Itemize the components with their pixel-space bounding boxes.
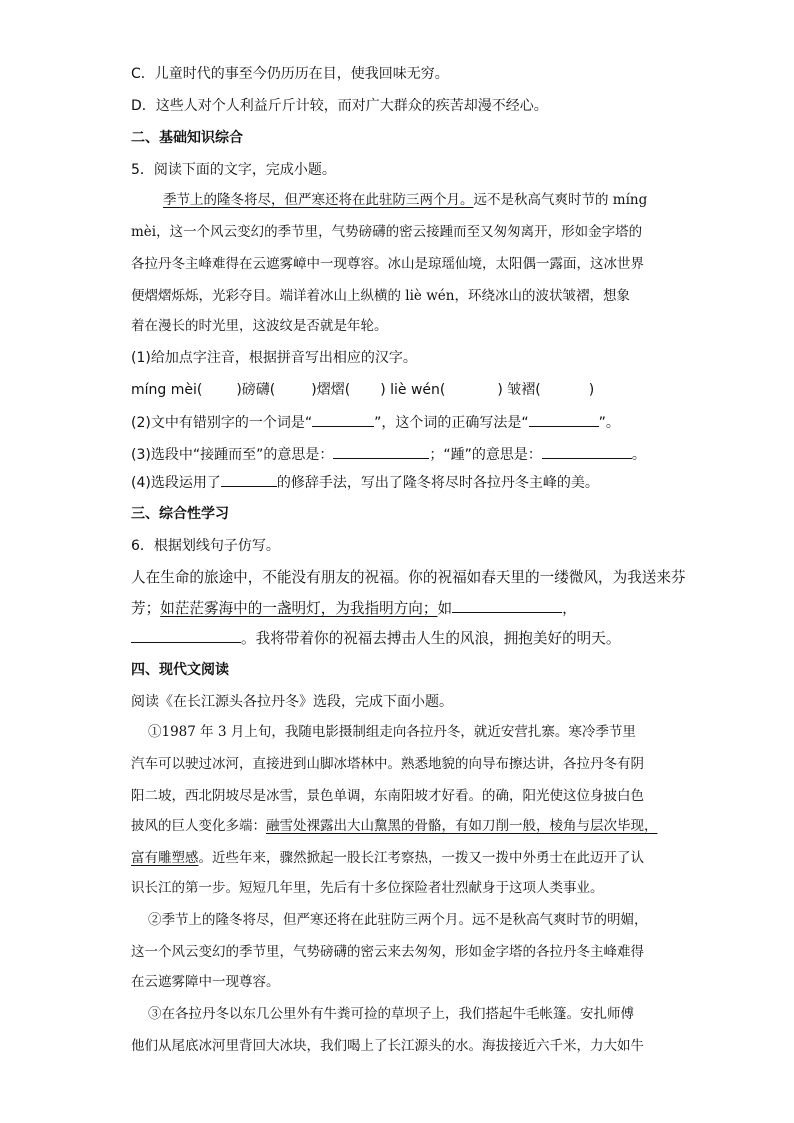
- reading-p2-line3: 在云遮雾障中一现尊容。: [131, 974, 280, 990]
- answer-blank[interactable]: [542, 444, 632, 459]
- passage1-line4: 便熠熠烁烁，光彩夺目。端详着冰山上纵横的 liè wén，环绕冰山的波状皱褶，想象: [131, 288, 630, 304]
- question-5-2: (2)文中有错别字的一个词是“ ”，这个词的正确写法是“ ”。: [131, 412, 620, 433]
- passage1-underlined: 季节上的隆冬将尽，但严寒还将在此驻防三两个月。: [163, 192, 474, 208]
- reading-intro: 阅读《在长江源头各拉丹冬》选段，完成下面小题。: [131, 694, 453, 710]
- question-6-line1: 人在生命的旅途中，不能没有朋友的祝福。你的祝福如春天里的一缕微风，为我送来芬: [131, 569, 686, 586]
- option-c: C．儿童时代的事至今仍历历在目，使我回味无穷。: [131, 66, 449, 82]
- question-6-line2: 芳；如茫茫雾海中的一盏明灯，为我指明方向；如 ，: [131, 600, 577, 617]
- passage1-line3: 各拉丹冬主峰难得在云遮雾嶂中一现尊容。冰山是琼瑶仙境，太阳偶一露面，这冰世界: [131, 256, 644, 272]
- question-5-4: (4)选段运用了 的修辞手法，写出了隆冬将尽时各拉丹冬主峰的美。: [131, 472, 599, 493]
- reading-p3-line2: 他们从尾底冰河里背回大冰块，我们喝上了长江源头的水。海拔接近六千米，力大如牛: [131, 1038, 644, 1054]
- reading-p1-line2: 汽车可以驶过冰河，直接进到山脚冰塔林中。熟悉地貌的向导布擦达讲，各拉丹冬有阴: [131, 756, 644, 772]
- answer-blank[interactable]: [333, 444, 429, 459]
- reading-p1-line5: 富有雕塑感。近些年来，骤然掀起一股长江考察热，一拨又一拨中外勇士在此迈开了认: [131, 850, 644, 866]
- question-5-1: (1)给加点字注音，根据拼音写出相应的汉字。: [131, 350, 417, 366]
- section-heading-3: 三、综合性学习: [131, 506, 229, 522]
- passage1-line1: 季节上的隆冬将尽，但严寒还将在此驻防三两个月。远不是秋高气爽时节的 míng: [163, 192, 648, 208]
- answer-blank[interactable]: [452, 598, 562, 613]
- answer-blank[interactable]: [131, 628, 241, 643]
- question-6: 6．根据划线句子仿写。: [131, 538, 280, 554]
- reading-p1-line4: 披风的巨人变化多端：融雪处裸露出大山黧黑的骨骼，有如刀削一般，棱角与层次毕现，: [131, 818, 658, 834]
- question-6-underlined: 如茫茫雾海中的一盏明灯，为我指明方向；: [160, 600, 438, 617]
- reading-p2-line2: 这一个风云变幻的季节里，气势磅礴的密云来去匆匆，形如金字塔的各拉丹冬主峰难得: [131, 944, 644, 960]
- answer-blank[interactable]: [312, 412, 374, 427]
- section-heading-4: 四、现代文阅读: [131, 662, 229, 678]
- option-d: D．这些人对个人利益斤斤计较，而对广大群众的疾苦却漫不经心。: [131, 98, 548, 114]
- reading-p2-line1: ②季节上的隆冬将尽，但严寒还将在此驻防三两个月。远不是秋高气爽时节的明媚，: [148, 912, 648, 928]
- question-5-1-blanks: míng mèi( )磅礴( )熠熠( ) liè wén( ) 皱褶( ): [131, 382, 595, 398]
- reading-underlined-1: 融雪处裸露出大山黧黑的骨骼，有如刀削一般，棱角与层次毕现，: [266, 818, 658, 834]
- passage1-line2: mèi，这一个风云变幻的季节里，气势磅礴的密云接踵而至又匆匆离开，形如金字塔的: [131, 224, 643, 240]
- section-heading-2: 二、基础知识综合: [131, 130, 243, 146]
- reading-underlined-2: 富有雕塑感: [131, 850, 199, 866]
- reading-p1-line1: ①1987 年 3 月上旬，我随电影摄制组走向各拉丹冬，就近安营扎寨。寒冷季节里: [148, 724, 636, 740]
- question-5-3: (3)选段中“接踵而至”的意思是： ；“踵”的意思是： 。: [131, 444, 646, 465]
- reading-p3-line1: ③在各拉丹冬以东几公里外有牛粪可捡的草坝子上，我们搭起牛毛帐篷。安扎师傅: [148, 1006, 634, 1022]
- question-6-line3: 。我将带着你的祝福去搏击人生的风浪，拥抱美好的明天。: [131, 628, 620, 649]
- passage1-line5: 着在漫长的时光里，这波纹是否就是年轮。: [131, 318, 388, 334]
- answer-blank[interactable]: [529, 412, 599, 427]
- reading-p1-line3: 阳二坡，西北阴坡尽是冰雪，景色单调，东南阳坡才好看。的确，阳光使这位身披白色: [131, 788, 644, 804]
- question-5: 5．阅读下面的文字，完成小题。: [131, 162, 336, 178]
- answer-blank[interactable]: [221, 472, 277, 487]
- reading-p1-line6: 识长江的第一步。短短几年里，先后有十多位探险者壮烈献身于这项人类事业。: [131, 880, 604, 896]
